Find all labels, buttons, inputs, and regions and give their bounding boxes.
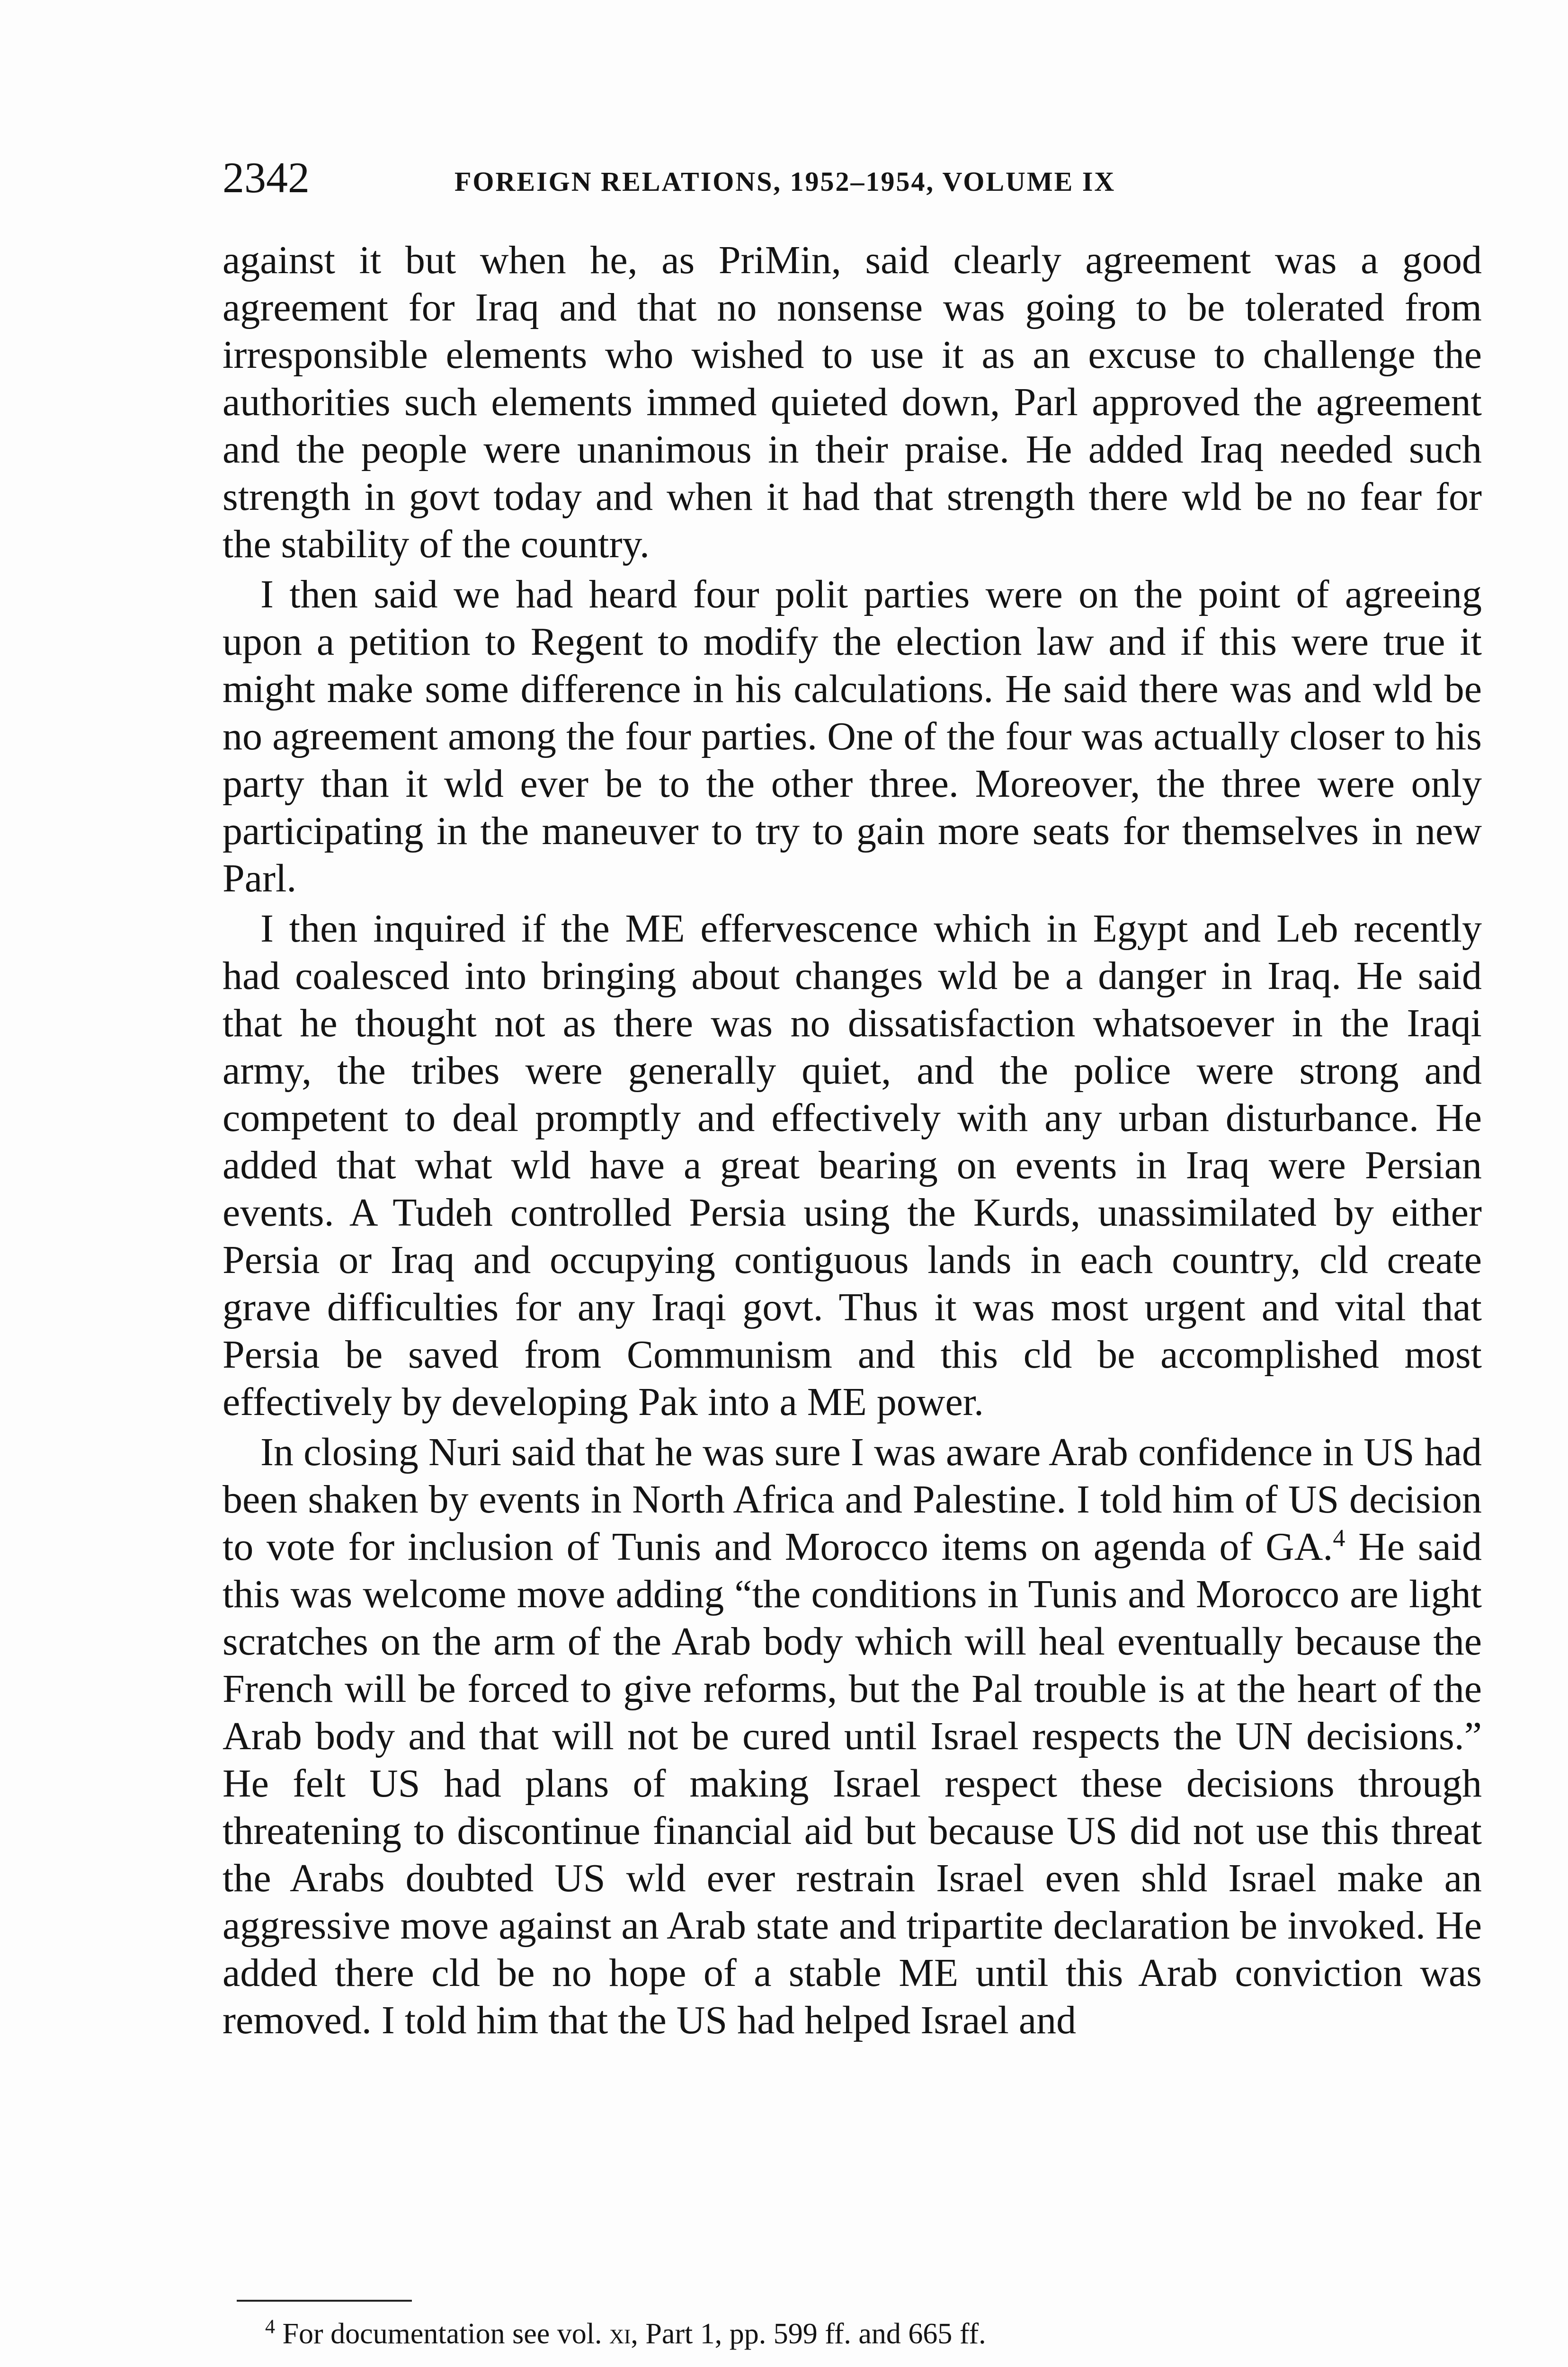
paragraph-2: I then said we had heard four polit parties were on the point of agreeing upon a petition to Regent to modify the election law and if this were true it might make some difference in his calculations. He said there was and wld be no agreement among the four parties. One of the four was actually closer to his party than it wld ever be to the other three. Moreover, the three were only participating in the maneuver to try to gain more seats for themselves in new Parl.	[223, 572, 1482, 900]
running-head	[223, 151, 1491, 204]
paragraph-4-part-2: He said this was welcome move adding “the conditions in Tunis and Morocco are light scratches on the arm of the Arab body which will heal eventually because the French will be forced to give reforms, but the Pal trouble is at the heart of the Arab body and that will not be cured until Israel respects the UN decisions.” He felt US had plans of making Israel respect these decisions through threatening to discontinue financial aid but because US did not use this threat the Arabs doubted US wld ever restrain Israel even shld Israel make an aggressive move against an Arab state and tripartite declaration be invoked. He added there cld be no hope of a stable ME until this Arab conviction was removed. I told him that the US had helped Israel and	[223, 1525, 1482, 2042]
footnote-text-2: , Part 1, pp. 599 ff. and 665 ff.	[631, 2318, 986, 2350]
footnote-divider	[237, 2300, 412, 2302]
page-number: 2342	[223, 153, 310, 202]
footnote-volume: xi	[609, 2318, 631, 2350]
running-title: FOREIGN RELATIONS, 1952–1954, VOLUME IX	[454, 166, 1116, 197]
body-text	[223, 237, 1482, 2044]
paragraph-1: against it but when he, as PriMin, said clearly agreement was a good agreement for Iraq and that no nonsense was going to be tolerated from irresponsible elements who wished to use it as an excuse to challenge the authorities such elements immed quieted down, Parl approved the agreement and the people were unanimous in their praise. He added Iraq needed such strength in govt today and when it had that strength there wld be no fear for the stability of the country.	[223, 238, 1482, 566]
paragraph-4-part-1: In closing Nuri said that he was sure I was aware Arab confidence in US had been shaken by events in North Africa and Palestine. I told him of US decision to vote for inclusion of Tunis and Morocco items on agenda of GA.	[223, 1430, 1482, 1569]
footnote-marker: 4	[265, 2316, 275, 2338]
paragraph-4	[223, 1429, 1482, 2044]
footnote-reference: 4	[1333, 1525, 1345, 1552]
footnote	[265, 2315, 1449, 2353]
footnote-text-1: For documentation see vol.	[275, 2318, 609, 2350]
paragraph-3: I then inquired if the ME effervescence which in Egypt and Leb recently had coalesced into bringing about changes wld be a danger in Iraq. He said that he thought not as there was no dissatisfaction whatsoever in the Iraqi army, the tribes were generally quiet, and the police were strong and competent to deal promptly and effectively with any urban disturbance. He added that what wld have a great bearing on events in Iraq were Persian events. A Tudeh controlled Persia using the Kurds, unassimilated by either Persia or Iraq and occupying contiguous lands in each country, cld create grave difficulties for any Iraqi govt. Thus it was most urgent and vital that Persia be saved from Communism and this cld be accomplished most effectively by developing Pak into a ME power.	[223, 907, 1482, 1424]
